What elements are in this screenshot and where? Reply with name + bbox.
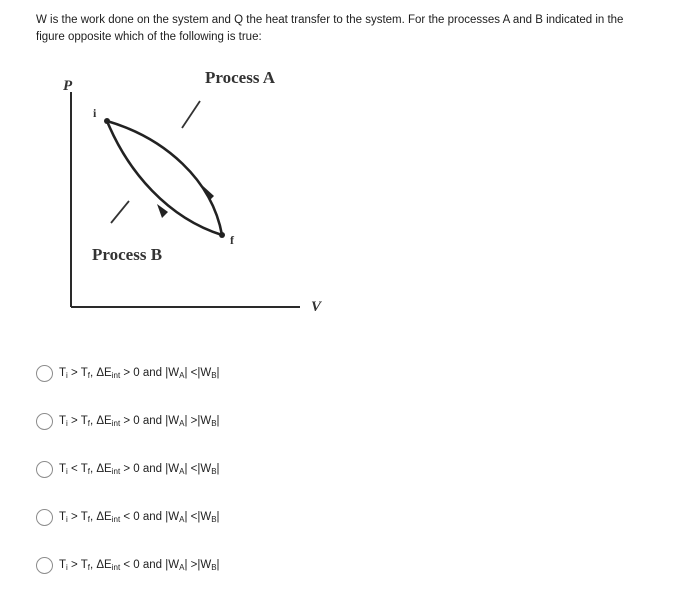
question-text: W is the work done on the system and Q the heat transfer to the system. For the processes A and B indicated in the figure opposite which of the following is true: xyxy=(36,14,624,43)
option-text: $T_i > T_f$, $\Delta E_{int} < 0$ and $|W_A| <|W_B|$ xyxy=(59,510,220,524)
process-a-pointer xyxy=(182,101,200,128)
radio-button[interactable] xyxy=(36,365,53,382)
answer-option-4[interactable] xyxy=(36,506,220,528)
process-b-curve xyxy=(107,121,222,235)
option-text: $T_i < T_f$, $\Delta E_{int} > 0$ and $|W_A| <|W_B|$ xyxy=(59,462,220,476)
process-b-pointer xyxy=(111,201,129,223)
radio-button[interactable] xyxy=(36,509,53,526)
radio-button[interactable] xyxy=(36,557,53,574)
radio-button[interactable] xyxy=(36,413,53,430)
process-a-curve xyxy=(107,121,222,235)
axis-label-p: P xyxy=(63,78,73,94)
process-b-arrow xyxy=(157,204,168,218)
option-text: $T_i > T_f$, $\Delta E_{int} > 0$ and $|W_A| <|W_B|$ xyxy=(59,366,220,380)
process-b-label: Process B xyxy=(92,245,163,264)
process-a-label: Process A xyxy=(205,68,276,87)
radio-button[interactable] xyxy=(36,461,53,478)
point-label-final: f xyxy=(230,233,234,247)
answer-option-1[interactable] xyxy=(36,362,220,384)
axis-label-v: V xyxy=(311,299,322,315)
option-text: $T_i > T_f$, $\Delta E_{int} > 0$ and $|W_A| >|W_B|$ xyxy=(59,414,220,428)
answer-option-5[interactable] xyxy=(36,554,220,576)
answer-option-3[interactable] xyxy=(36,458,220,480)
point-label-initial: i xyxy=(93,106,97,120)
option-text: $T_i > T_f$, $\Delta E_{int} < 0$ and $|W_A| >|W_B|$ xyxy=(59,558,220,572)
answer-option-2[interactable] xyxy=(36,410,220,432)
